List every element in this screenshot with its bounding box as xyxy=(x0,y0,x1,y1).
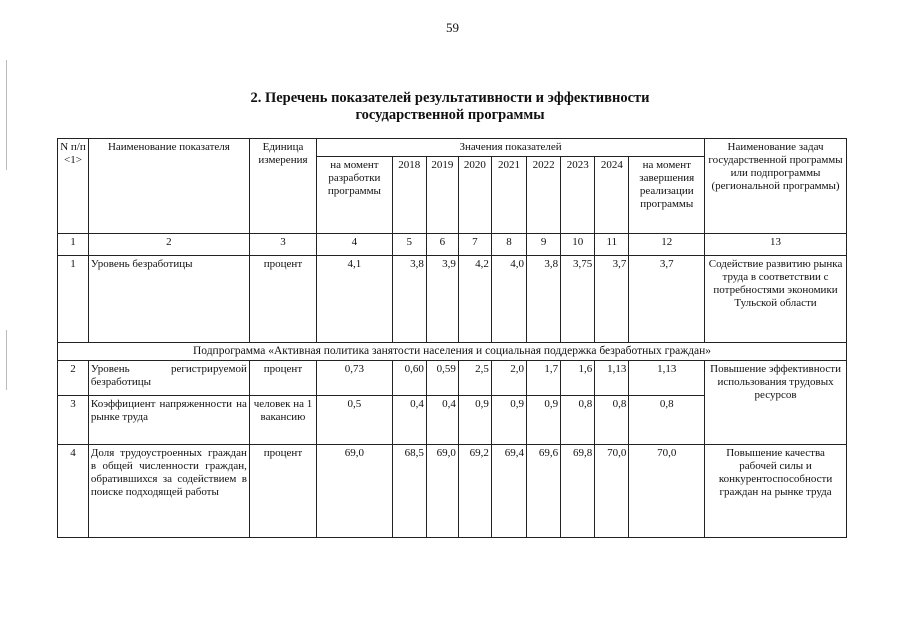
row-value: 1,13 xyxy=(595,361,629,396)
header-value-col: 2021 xyxy=(491,157,526,234)
header-unit: Единица измерения xyxy=(249,139,316,234)
row-value: 68,5 xyxy=(392,445,426,538)
row-indicator-name: Коэффициент напряженности на рынке труда xyxy=(88,396,249,445)
row-value: 69,0 xyxy=(317,445,393,538)
row-value: 69,0 xyxy=(426,445,458,538)
row-value: 4,0 xyxy=(491,256,526,343)
row-value: 1,7 xyxy=(527,361,561,396)
row-value: 69,2 xyxy=(458,445,491,538)
column-number: 13 xyxy=(705,234,847,256)
header-value-col: 2018 xyxy=(392,157,426,234)
column-number: 10 xyxy=(561,234,595,256)
row-value: 70,0 xyxy=(595,445,629,538)
header-tasks: Наименование задач государственной программы или подпрограммы (региональной программы) xyxy=(705,139,847,234)
row-value: 3,7 xyxy=(595,256,629,343)
row-value: 3,7 xyxy=(629,256,705,343)
row-value: 69,4 xyxy=(491,445,526,538)
column-number: 6 xyxy=(426,234,458,256)
row-value: 0,60 xyxy=(392,361,426,396)
scan-edge-mark xyxy=(6,60,7,170)
row-value: 0,73 xyxy=(317,361,393,396)
header-values-group: Значения показателей xyxy=(317,139,705,157)
row-value: 1,6 xyxy=(561,361,595,396)
column-number: 12 xyxy=(629,234,705,256)
row-num: 1 xyxy=(58,256,89,343)
scan-edge-mark xyxy=(6,330,7,390)
row-task: Содействие развитию рынка труда в соответствии с потребностями экономики Тульской области xyxy=(705,256,847,343)
row-value: 3,75 xyxy=(561,256,595,343)
row-task: Повышение эффективности использования трудовых ресурсов xyxy=(705,361,847,445)
header-num: N п/п <1> xyxy=(58,139,89,234)
section-title xyxy=(150,90,750,124)
row-value: 3,9 xyxy=(426,256,458,343)
row-unit: процент xyxy=(249,256,316,343)
row-unit: человек на 1 вакансию xyxy=(249,396,316,445)
header-row xyxy=(58,139,847,157)
row-value: 0,9 xyxy=(491,396,526,445)
header-value-col: 2023 xyxy=(561,157,595,234)
row-value: 0,4 xyxy=(426,396,458,445)
subprogram-row xyxy=(58,343,847,361)
header-value-col: 2019 xyxy=(426,157,458,234)
header-value-col: 2024 xyxy=(595,157,629,234)
header-value-col: 2022 xyxy=(527,157,561,234)
row-value: 0,9 xyxy=(458,396,491,445)
row-value: 3,8 xyxy=(392,256,426,343)
table-row xyxy=(58,361,847,396)
column-number: 5 xyxy=(392,234,426,256)
column-number: 7 xyxy=(458,234,491,256)
row-value: 3,8 xyxy=(527,256,561,343)
row-unit: процент xyxy=(249,445,316,538)
column-number: 11 xyxy=(595,234,629,256)
column-number: 3 xyxy=(249,234,316,256)
row-value: 1,13 xyxy=(629,361,705,396)
column-numbers-row xyxy=(58,234,847,256)
header-value-col: на момент завершения реализации программы xyxy=(629,157,705,234)
row-unit: процент xyxy=(249,361,316,396)
column-number: 1 xyxy=(58,234,89,256)
row-value: 0,8 xyxy=(595,396,629,445)
row-num: 4 xyxy=(58,445,89,538)
section-title-line2: государственной программы xyxy=(355,107,545,123)
table-row xyxy=(58,445,847,538)
table-row xyxy=(58,256,847,343)
section-title-line1: 2. Перечень показателей результативности и эффективности xyxy=(250,90,650,106)
row-value: 4,1 xyxy=(317,256,393,343)
header-value-col: на момент разработки программы xyxy=(317,157,393,234)
row-value: 0,8 xyxy=(561,396,595,445)
row-value: 0,8 xyxy=(629,396,705,445)
column-number: 2 xyxy=(88,234,249,256)
row-value: 0,5 xyxy=(317,396,393,445)
row-value: 0,59 xyxy=(426,361,458,396)
subprogram-title: Подпрограмма «Активная политика занятости населения и социальная поддержка безработных граждан» xyxy=(58,343,847,361)
row-value: 2,5 xyxy=(458,361,491,396)
row-num: 2 xyxy=(58,361,89,396)
indicators-table xyxy=(57,138,847,538)
row-value: 69,8 xyxy=(561,445,595,538)
header-value-col: 2020 xyxy=(458,157,491,234)
row-num: 3 xyxy=(58,396,89,445)
row-value: 4,2 xyxy=(458,256,491,343)
row-indicator-name: Уровень регистрируемой безработицы xyxy=(88,361,249,396)
row-indicator-name: Доля трудоустроенных граждан в общей численности граждан, обратившихся за содействием в поиске подходящей работы xyxy=(88,445,249,538)
column-number: 8 xyxy=(491,234,526,256)
row-value: 0,4 xyxy=(392,396,426,445)
row-value: 2,0 xyxy=(491,361,526,396)
column-number: 4 xyxy=(317,234,393,256)
row-task: Повышение качества рабочей силы и конкурентоспособности граждан на рынке труда xyxy=(705,445,847,538)
row-value: 69,6 xyxy=(527,445,561,538)
page-number: 59 xyxy=(446,20,459,35)
row-indicator-name: Уровень безработицы xyxy=(88,256,249,343)
column-number: 9 xyxy=(527,234,561,256)
header-name: Наименование показателя xyxy=(88,139,249,234)
row-value: 70,0 xyxy=(629,445,705,538)
row-value: 0,9 xyxy=(527,396,561,445)
